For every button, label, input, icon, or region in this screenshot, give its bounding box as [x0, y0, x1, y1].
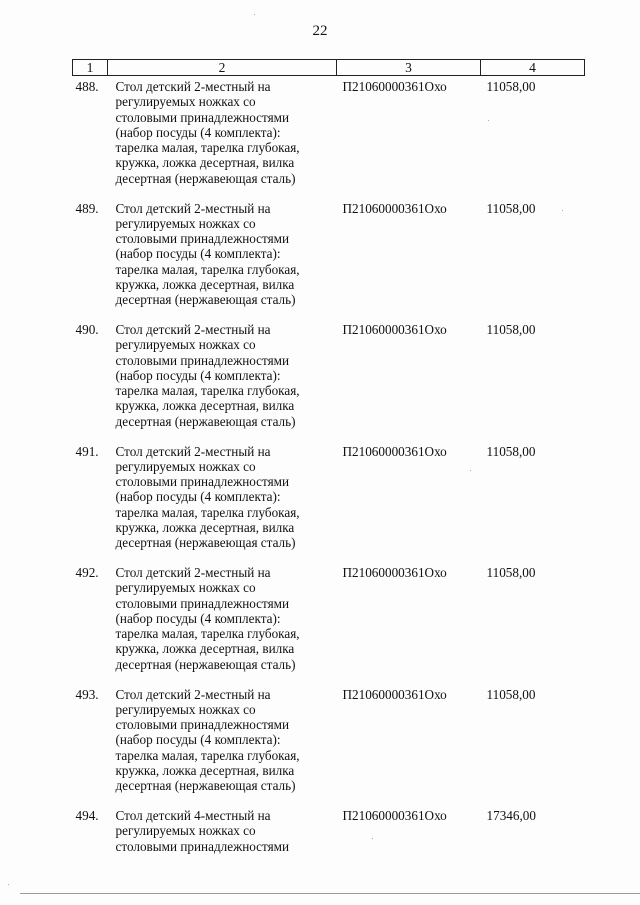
row-number: 488.	[75, 79, 99, 94]
item-name: Стол детский 2-местный на регулируемых ножках со столовыми принадлежностями (набор посуды (4 комплекта): тарелка малая, тарелка глубокая, кружка, ложка десертная, вилка десертная (нержавеющая сталь)	[115, 322, 300, 429]
item-price: 11058,00	[486, 443, 536, 459]
column-header-2: 2	[108, 60, 337, 76]
table-row	[73, 562, 585, 684]
scan-speck	[372, 838, 373, 839]
item-price: 11058,00	[486, 200, 536, 216]
item-price: 17346,00	[486, 808, 536, 823]
item-name: Стол детский 2-местный на регулируемых ножках со столовыми принадлежностями (набор посуды (4 комплекта): тарелка малая, тарелка глубокая, кружка, ложка десертная, вилка десертная (нержавеющая сталь)	[115, 200, 300, 308]
table-row	[73, 441, 585, 563]
row-number: 493.	[75, 686, 99, 702]
table-row	[73, 805, 585, 860]
column-header-1: 1	[73, 60, 108, 76]
column-header-3: 3	[337, 60, 481, 76]
page-number: 22	[312, 23, 328, 39]
scan-speck	[562, 210, 563, 211]
item-code: П21060000361Охо	[342, 322, 447, 337]
item-price: 11058,00	[486, 565, 536, 580]
item-code: П21060000361Охо	[342, 565, 447, 580]
item-price: 11058,00	[486, 79, 536, 94]
column-header-4: 4	[481, 60, 585, 76]
item-price: 11058,00	[486, 686, 536, 702]
item-code: П21060000361Охо	[342, 200, 447, 216]
scan-speck	[8, 884, 9, 885]
table-row	[73, 198, 585, 320]
item-price: 11058,00	[486, 322, 536, 337]
header-row	[73, 60, 585, 76]
item-name: Стол детский 4-местный на регулируемых ножках со столовыми принадлежностями	[115, 808, 290, 854]
scan-edge-line	[20, 893, 640, 894]
table-row	[73, 319, 585, 441]
row-number: 489.	[75, 200, 99, 216]
item-code: П21060000361Охо	[342, 443, 447, 459]
table-row	[73, 684, 585, 806]
item-name: Стол детский 2-местный на регулируемых ножках со столовыми принадлежностями (набор посуды (4 комплекта): тарелка малая, тарелка глубокая, кружка, ложка десертная, вилка десертная (нержавеющая сталь)	[115, 79, 300, 186]
scan-speck	[470, 470, 471, 471]
items-table	[72, 59, 585, 860]
item-code: П21060000361Охо	[342, 79, 447, 94]
item-name: Стол детский 2-местный на регулируемых ножках со столовыми принадлежностями (набор посуды (4 комплекта): тарелка малая, тарелка глубокая, кружка, ложка десертная, вилка десертная (нержавеющая сталь)	[115, 443, 300, 551]
scan-speck	[488, 120, 489, 121]
row-number: 494.	[75, 808, 99, 823]
item-code: П21060000361Охо	[342, 808, 447, 823]
row-number: 490.	[75, 322, 99, 337]
item-name: Стол детский 2-местный на регулируемых ножках со столовыми принадлежностями (набор посуды (4 комплекта): тарелка малая, тарелка глубокая, кружка, ложка десертная, вилка десертная (нержавеющая сталь)	[115, 565, 300, 672]
table-body	[73, 76, 585, 861]
item-code: П21060000361Охо	[342, 686, 447, 702]
item-name: Стол детский 2-местный на регулируемых ножках со столовыми принадлежностями (набор посуды (4 комплекта): тарелка малая, тарелка глубокая, кружка, ложка десертная, вилка десертная (нержавеющая сталь)	[115, 686, 300, 794]
row-number: 491.	[75, 443, 99, 459]
table-header	[73, 60, 585, 76]
table-row	[73, 76, 585, 198]
row-number: 492.	[75, 565, 99, 580]
scan-speck	[254, 14, 255, 15]
